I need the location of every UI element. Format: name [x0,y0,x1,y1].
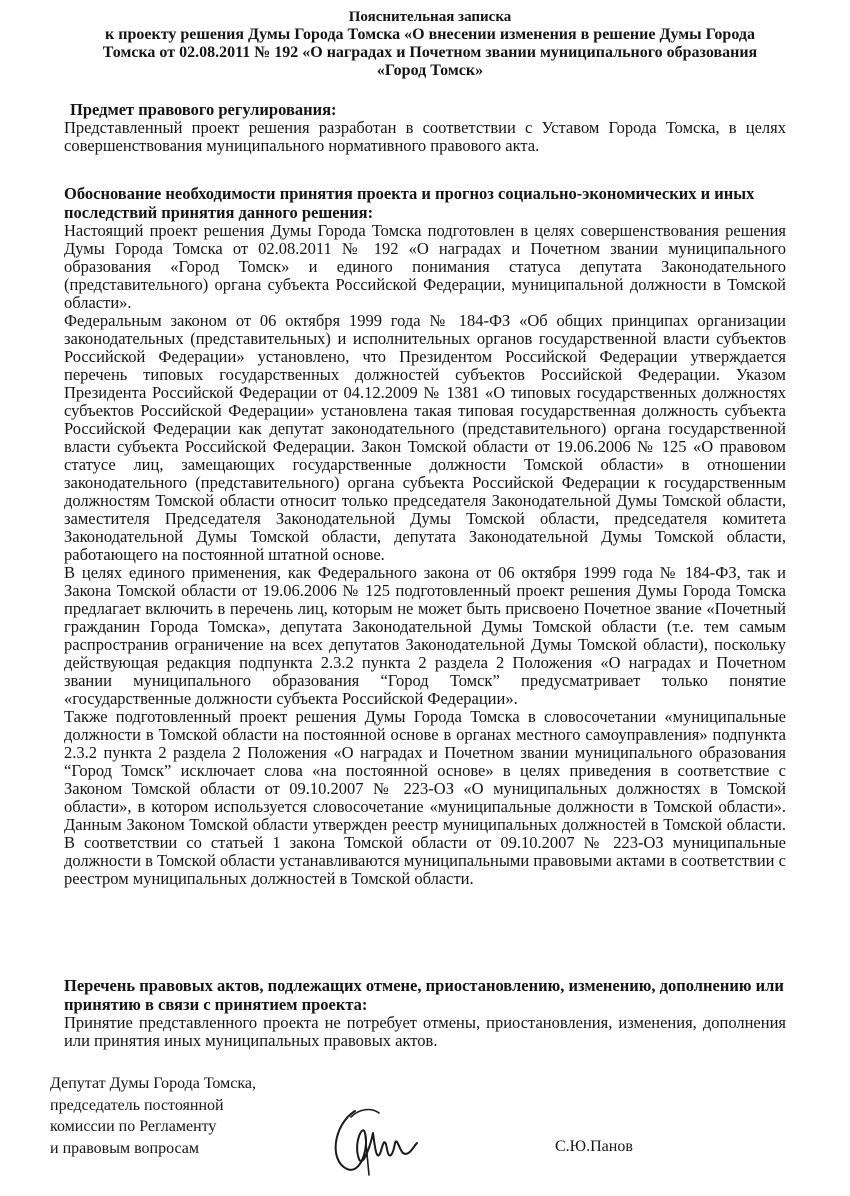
title-line-2: к проекту решения Думы Города Томска «О внесении изменения в решение Думы Города [105,26,755,43]
document-title [70,8,790,80]
signatory-line: комиссии по Регламенту [50,1118,217,1135]
paragraph: Представленный проект решения разработан в соответствии с Уставом Города Томска, в целях совершенствования муниципального нормативного правового акта. [64,118,786,155]
title-line-1: Пояснительная записка [348,9,512,25]
handwritten-signature [325,1103,420,1181]
section-justification-text [64,222,786,888]
title-line-4: «Город Томск» [376,62,484,79]
title-line-3: Томска от 02.08.2011 № 192 «О наградах и Почетном звании муниципального образования [102,44,758,61]
section-legal-acts [64,976,786,1050]
paragraph: Федеральным законом от 06 октября 1999 года № 184-ФЗ «Об общих принципах организации законодательных (представительных) и исполнительных органов государственной власти субъектов Российской Федерации» установлено, что Президентом Российской Федерации утверждается перечень типовых государственных должностей субъектов Российской Федерации. Указом Президента Российской Федерации от 04.12.2009 № 1381 «О типовых государственных должностях субъектов Российской Федерации» установлена такая типовая государственная должность субъекта Российской Федерации как депутат законодательного (представительного) органа государственной власти субъекта Российской Федерации. Закон Томской области от 19.06.2006 № 125 «О правовом статусе лиц, замещающих государственные должности Томской области» в отношении законодательного (представительного) органа субъекта Российской Федерации к государственным должностям Томской области относит только председателя Законодательной Думы Томской области, заместителя Председателя Законодательной Думы Томской области, председателя комитета Законодательной Думы Томской области, депутата Законодательной Думы Томской области, работающего на постоянной штатной основе. [64,311,786,564]
signatory-line: Депутат Думы Города Томска, [50,1075,256,1092]
section-subject-heading: Предмет правового регулирования: [70,100,337,119]
section-legal-acts-text [64,1014,786,1050]
paragraph: Настоящий проект решения Думы Города Томска подготовлен в целях совершенствования решения Думы Города Томска от 02.08.2011 № 192 «О наградах и Почетном звании муниципального образования «Город Томск» и единого понимания статуса депутата Законодательного (представительного) органа субъекта Российской Федерации, муниципальной должности в Томской области». [64,221,786,312]
section-subject-text [64,119,786,155]
paragraph: В целях единого применения, как Федерального закона от 06 октября 1999 года № 184-ФЗ, так и Закона Томской области от 19.06.2006 № 125 подготовленный проект решения Думы Города Томска предлагает включить в перечень лиц, которым не может быть присвоено Почетное звание «Почетный гражданин Города Томска», депутата Законодательной Думы Томской области (т.е. тем самым распространив ограничение на всех депутатов Законодательной Думы Томской области), поскольку действующая редакция подпункта 2.3.2 пункта 2 раздела 2 Положения «О наградах и Почетном звании муниципального образования “Город Томск” предусматривает только понятие «государственные должности субъекта Российской Федерации». [64,563,786,708]
paragraph: Принятие представленного проекта не потребует отмены, приостановления, изменения, дополнения или принятия иных муниципальных правовых актов. [64,1013,786,1050]
signatory-name: С.Ю.Панов [555,1138,633,1155]
signatory-line: председатель постоянной [50,1096,224,1114]
signatory-position [50,1073,256,1159]
section-subject [64,100,786,155]
section-legal-acts-heading: Перечень правовых актов, подлежащих отмене, приостановлению, изменению, дополнению или принятию в связи с принятием проекта: [64,976,784,1014]
signatory-line: и правовым вопросам [50,1139,200,1157]
paragraph: Также подготовленный проект решения Думы Города Томска в словосочетании «муниципальные должности в Томской области на постоянной основе в органах местного самоуправления» подпункта 2.3.2 пункта 2 раздела 2 Положения «О наградах и Почетном звании муниципального образования “Город Томск” исключает слова «на постоянной основе» в целях приведения в соответствие с Законом Томской области от 09.10.2007 № 223-ОЗ «О муниципальных должностях в Томской области», в котором используется словосочетание «муниципальные должности в Томской области». Данным Законом Томской области утвержден реестр муниципальных должностей в Томской области. В соответствии со статьей 1 закона Томской области от 09.10.2007 № 223-ОЗ муниципальные должности в Томской области устанавливаются муниципальными правовыми актами в соответствии с реестром муниципальных должностей в Томской области. [64,707,786,888]
section-justification [64,184,786,888]
section-justification-heading: Обоснование необходимости принятия проекта и прогноз социально-экономических и иных последствий принятия данного решения: [64,184,755,222]
